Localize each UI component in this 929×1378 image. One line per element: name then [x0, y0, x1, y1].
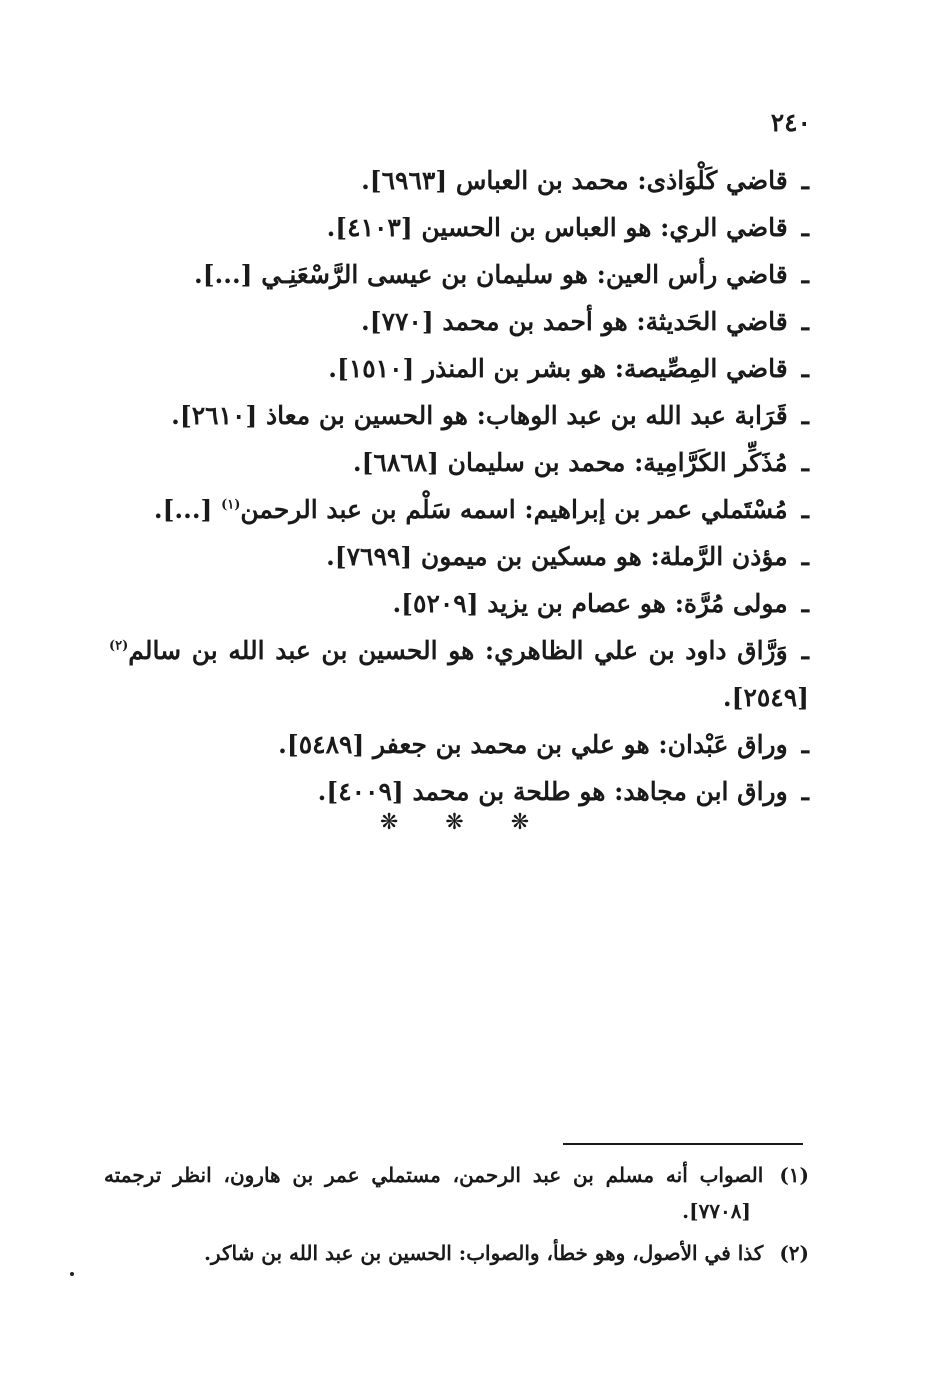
entry [109, 768, 809, 815]
entry-dash: ـ [801, 213, 809, 242]
entry [109, 627, 809, 674]
entry [109, 204, 809, 251]
entry-list [109, 157, 809, 815]
entry [109, 157, 809, 204]
entry [109, 439, 809, 486]
entry [109, 392, 809, 439]
entry-text: مُذَكِّر الكَرَّامِية: محمد بن سليمان [٦٨٦٨]. [352, 448, 788, 477]
entry-dash: ـ [801, 354, 809, 383]
section-separator: ❋ ❋ ❋ [379, 810, 550, 835]
page-number: ٢٤٠ [770, 108, 811, 137]
footnote-rule [563, 1143, 803, 1145]
footnotes [104, 1157, 809, 1271]
entry [109, 486, 809, 533]
entry-dash: ـ [801, 495, 809, 524]
entry [109, 580, 809, 627]
entry-dash: ـ [801, 307, 809, 336]
entry-text: مُسْتَملي عمر بن إبراهيم: اسمه سَلْم بن عبد الرحمن [240, 495, 788, 524]
entry [109, 298, 809, 345]
entry-text: قاضي كَلْوَاذى: محمد بن العباس [٦٩٦٣]. [361, 166, 788, 195]
footnote-ref[interactable]: (٢) [109, 638, 129, 654]
entry-text: قاضي الري: هو العباس بن الحسين [٤١٠٣]. [326, 213, 788, 242]
entry-continuation: [٢٥٤٩]. [722, 683, 809, 712]
entry-dash: ـ [801, 401, 809, 430]
entry-text: وراق ابن مجاهد: هو طلحة بن محمد [٤٠٠٩]. [317, 777, 788, 806]
entry-dash: ـ [801, 542, 809, 571]
footnote [104, 1235, 809, 1271]
entry-dash: ـ [801, 777, 809, 806]
entry [109, 345, 809, 392]
entry-text: وَرَّاق داود بن علي الظاهري: هو الحسين بن عبد الله بن سالم [128, 636, 788, 665]
entry-dash: ـ [801, 589, 809, 618]
footnote [104, 1157, 809, 1193]
entry-text: مولى مُرَّة: هو عصام بن يزيد [٥٢٠٩]. [392, 589, 788, 618]
entry-text: قاضي المِصِّيصة: هو بشر بن المنذر [١٥١٠]. [328, 354, 788, 383]
entry-text: وراق عَبْدان: هو علي بن محمد بن جعفر [٥٤٨٩]. [278, 730, 788, 759]
entry-text: قَرَابة عبد الله بن عبد الوهاب: هو الحسين بن معاذ [٢٦١٠]. [171, 401, 788, 430]
footnote-text: الصواب أنه مسلم بن عبد الرحمن، مستملي عمر بن هارون، انظر ترجمته [104, 1163, 764, 1187]
entry-dash: ـ [801, 448, 809, 477]
entry [109, 251, 809, 298]
footnote-number: (٢) [779, 1241, 809, 1265]
entry-text: قاضي رأس العين: هو سليمان بن عيسى الرَّسْعَنِـي [...]. [194, 260, 788, 289]
entry-dash: ـ [801, 166, 809, 195]
entry [109, 533, 809, 580]
footnote-continuation: [٧٧٠٨]. [682, 1199, 751, 1223]
footnote-text: كذا في الأصول، وهو خطأ، والصواب: الحسين بن عبد الله بن شاكر. [203, 1241, 764, 1265]
scan-speck [70, 1272, 74, 1276]
entry [109, 721, 809, 768]
entry-dash: ـ [801, 260, 809, 289]
footnote-ref[interactable]: (١) [221, 497, 241, 513]
entry-dash: ـ [801, 730, 809, 759]
entry-text: مؤذن الرَّملة: هو مسكين بن ميمون [٧٦٩٩]. [326, 542, 788, 571]
footnote-number: (١) [779, 1163, 809, 1187]
entry-dash: ـ [801, 636, 809, 665]
entry-text-after: [...]. [153, 495, 222, 524]
entry-text: قاضي الحَديثة: هو أحمد بن محمد [٧٧٠]. [361, 307, 788, 336]
